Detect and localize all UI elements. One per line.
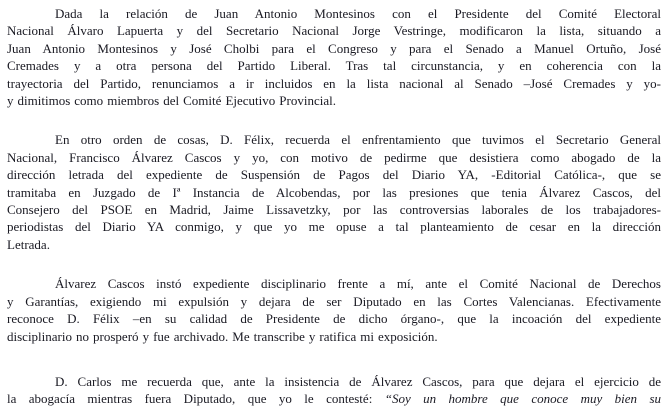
text-line xyxy=(7,310,661,327)
text-segment: tramitaba en Juzgado de Iª Instancia de Alcobendas, por las presiones que tenia Álvarez Cascos, del xyxy=(7,184,661,200)
document-body xyxy=(7,5,661,410)
text-segment: Cremades y a otra persona del Partido Liberal. Tras tal circunstancia, y en coherencia con la xyxy=(7,58,661,74)
paragraph xyxy=(7,5,661,109)
text-line xyxy=(7,5,661,22)
text-line xyxy=(7,184,661,201)
text-segment: y dimitimos como miembros del Comité Ejecutivo Provincial. xyxy=(7,93,336,109)
paragraph xyxy=(7,275,661,345)
text-line xyxy=(7,390,661,407)
text-segment: periodistas del Diario YA conmigo, y que yo me opuse a tal planteamiento de cesar en la dirección xyxy=(7,219,661,235)
text-line xyxy=(7,236,661,253)
text-segment: Consejero del PSOE en Madrid, Jaime Lissavetzky, por las controversias laborales de los trabajadores- xyxy=(7,202,661,218)
text-segment: D. Carlos me recuerda que, ante la insistencia de Álvarez Cascos, para que dejara el ejercicio de xyxy=(55,373,661,389)
text-line xyxy=(7,57,661,74)
paragraph xyxy=(7,373,661,408)
text-line xyxy=(7,293,661,310)
text-line xyxy=(7,218,661,235)
quoted-italic-text: “Soy un hombre que conoce muy bien su xyxy=(384,391,662,407)
text-line xyxy=(7,275,661,292)
text-line xyxy=(7,131,661,148)
text-line xyxy=(7,166,661,183)
text-line xyxy=(7,373,661,390)
text-segment: dirección letrada del expediente de Suspensión de Pagos del Diario YA, -Editorial Católica-, que se xyxy=(7,167,661,183)
text-segment: Nacional Álvaro Lapuerta y del Secretario Nacional Jorge Vestringe, modificaron la lista, situando a xyxy=(7,23,661,39)
text-segment: Álvarez Cascos instó expediente disciplinario frente a mí, ante el Comité Nacional de Derechos xyxy=(55,276,661,292)
text-segment: En otro orden de cosas, D. Félix, recuerda el enfrentamiento que tuvimos el Secretario General xyxy=(55,132,661,148)
text-line xyxy=(7,40,661,57)
text-segment: Nacional, Francisco Álvarez Cascos y yo, con motivo de pedirme que desistiera como abogado de la xyxy=(7,149,661,165)
text-line xyxy=(7,22,661,39)
text-segment: reconoce D. Félix –en su calidad de Presidente de dicho órgano-, que la incoación del expediente xyxy=(7,311,661,327)
text-segment: Letrada. xyxy=(7,236,50,252)
text-segment: Dada la relación de Juan Antonio Montesinos con el Presidente del Comité Electoral xyxy=(55,6,661,21)
text-line xyxy=(7,201,661,218)
text-segment: y Garantías, exigiendo mi expulsión y dejara de ser Diputado en las Cortes Valencianas. Efectivamente xyxy=(7,293,661,309)
text-line xyxy=(7,75,661,92)
paragraph xyxy=(7,131,661,253)
text-segment: Juan Antonio Montesinos y José Cholbi para el Congreso y para el Senado a Manuel Ortuño, José xyxy=(7,40,661,56)
text-line xyxy=(7,149,661,166)
text-segment: trayectoria del Partido, renunciamos a ir incluidos en la lista nacional al Senado –José Cremades y yo- xyxy=(7,75,661,91)
text-line xyxy=(7,92,661,109)
text-segment: la abogacía mientras fuera Diputado, que yo le contesté: xyxy=(7,391,385,407)
text-line xyxy=(7,328,661,345)
text-segment: disciplinario no prosperó y fue archivado. Me transcribe y ratifica mi exposición. xyxy=(7,328,438,344)
